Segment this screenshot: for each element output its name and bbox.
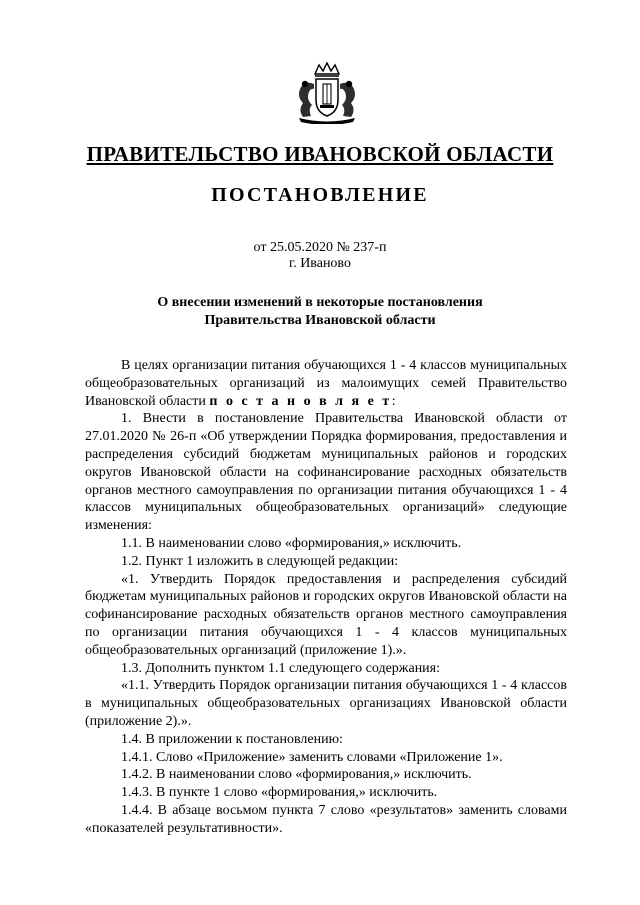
clause-1-2-quote: «1. Утвердить Порядок предоставления и распределения субсидий бюджетам муниципальных районов и городских округов Ивановской области на софинансирование расходных обязательств органов местного самоуправления по организации питания обучающихся 1 - 4 классов муниципальных общеобразовательных организаций (приложение 1).».: [85, 571, 567, 658]
clause-1-4-4: 1.4.4. В абзаце восьмом пункта 7 слово «результатов» заменить словами «показателей результативности».: [85, 802, 567, 836]
clause-1-4-2: 1.4.2. В наименовании слово «формирования,» исключить.: [121, 767, 472, 783]
clause-1: 1. Внести в постановление Правительства Ивановской области от 27.01.2020 № 26-п «Об утверждении Порядка формирования, предоставления и распределения субсидий бюджетам муниципальных районов и городских округов Ивановской области на софинансирование расходных обязательств органов местного самоуправления по организации питания обучающихся 1 - 4 классов муниципальных общеобразовательных организаций» следующие изменения:: [85, 411, 567, 534]
clause-1-4-3: 1.4.3. В пункте 1 слово «формирования,» исключить.: [121, 785, 438, 801]
ivanovo-region-coat-of-arms-icon: [293, 62, 361, 124]
organization-name: ПРАВИТЕЛЬСТВО ИВАНОВСКОЙ ОБЛАСТИ: [86, 142, 554, 166]
document-type: ПОСТАНОВЛЕНИЕ: [211, 184, 429, 206]
preamble-text: В целях организации питания обучающихся 1 - 4 классов муниципальных общеобразовательных организаций из малоимущих семей Правительство Ивановской области: [85, 358, 567, 409]
document-city: г. Иваново: [289, 256, 351, 271]
document-date-number: от 25.05.2020 № 237-п: [253, 240, 387, 255]
clause-1-2: 1.2. Пункт 1 изложить в следующей редакции:: [121, 553, 399, 569]
clause-1-3: 1.3. Дополнить пунктом 1.1 следующего содержания:: [121, 660, 441, 676]
document-title-line: О внесении изменений в некоторые постановления: [157, 295, 483, 310]
clause-1-1: 1.1. В наименовании слово «формирования,» исключить.: [121, 535, 462, 551]
clause-1-3-quote: «1.1. Утвердить Порядок организации питания обучающихся 1 - 4 классов в муниципальных общеобразовательных организациях Ивановской области (приложение 2).».: [85, 678, 567, 729]
preamble-paragraph: [85, 357, 567, 410]
clause-1-4: 1.4. В приложении к постановлению:: [121, 731, 343, 747]
preamble-colon: :: [391, 393, 396, 409]
document-title: [0, 294, 640, 330]
decree-word: п о с т а н о в л я е т: [209, 393, 392, 409]
clause-1-4-1: 1.4.1. Слово «Приложение» заменить словами «Приложение 1».: [121, 749, 503, 765]
document-title-line: Правительства Ивановской области: [204, 313, 436, 328]
document-body: [85, 357, 567, 838]
